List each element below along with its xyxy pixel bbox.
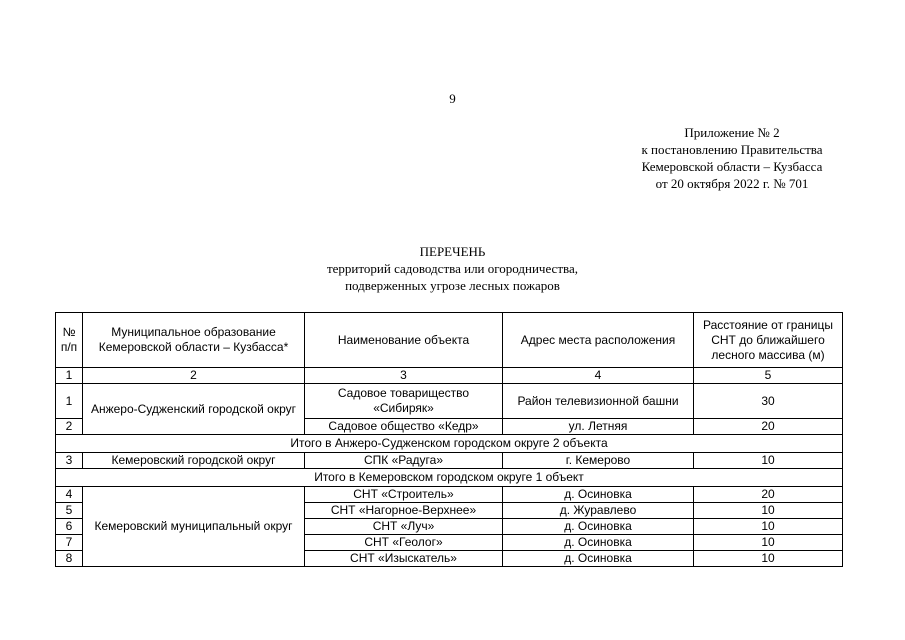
- distance-cell: 20: [694, 487, 843, 503]
- row-num: 2: [56, 419, 83, 435]
- address-cell: г. Кемерово: [503, 453, 694, 469]
- appendix-line: к постановлению Правительства: [641, 142, 823, 157]
- row-num: 4: [56, 487, 83, 503]
- row-num: 7: [56, 535, 83, 551]
- column-number: 5: [694, 368, 843, 384]
- document-title: [0, 243, 905, 294]
- column-number: 2: [83, 368, 305, 384]
- object-cell: Садовое товарищество «Сибиряк»: [305, 384, 503, 419]
- header-municipality: Муниципальное образование Кемеровской области – Кузбасса*: [83, 313, 305, 368]
- title-heading: ПЕРЕЧЕНЬ: [419, 244, 486, 259]
- object-cell: СНТ «Изыскатель»: [305, 551, 503, 567]
- distance-cell: 30: [694, 384, 843, 419]
- header-distance: Расстояние от границы СНТ до ближайшего лесного массива (м): [694, 313, 843, 368]
- row-num: 1: [56, 384, 83, 419]
- distance-cell: 10: [694, 551, 843, 567]
- address-cell: д. Осиновка: [503, 519, 694, 535]
- object-cell: Садовое общество «Кедр»: [305, 419, 503, 435]
- distance-cell: 10: [694, 519, 843, 535]
- object-cell: СНТ «Луч»: [305, 519, 503, 535]
- appendix-line: Кемеровской области – Кузбасса: [641, 159, 823, 174]
- header-object: Наименование объекта: [305, 313, 503, 368]
- address-cell: ул. Летняя: [503, 419, 694, 435]
- header-address: Адрес места расположения: [503, 313, 694, 368]
- table-header-row: [56, 313, 843, 368]
- column-number: 1: [56, 368, 83, 384]
- row-num: 5: [56, 503, 83, 519]
- total-row: [56, 469, 843, 487]
- column-number: 3: [305, 368, 503, 384]
- distance-cell: 10: [694, 535, 843, 551]
- distance-cell: 10: [694, 453, 843, 469]
- table-row: [56, 453, 843, 469]
- title-line: территорий садоводства или огородничества,: [326, 261, 578, 276]
- title-line: подверженных угрозе лесных пожаров: [345, 278, 560, 293]
- municipality-cell: Кемеровский муниципальный округ: [83, 487, 305, 567]
- header-num: № п/п: [56, 313, 83, 368]
- territory-table: [55, 312, 843, 567]
- column-number: 4: [503, 368, 694, 384]
- total-cell: Итого в Кемеровском городском округе 1 объект: [56, 469, 843, 487]
- page-number: 9: [449, 91, 456, 106]
- total-row: [56, 435, 843, 453]
- distance-cell: 10: [694, 503, 843, 519]
- distance-cell: 20: [694, 419, 843, 435]
- address-cell: Район телевизионной башни: [503, 384, 694, 419]
- municipality-cell: Анжеро-Судженский городской округ: [83, 384, 305, 435]
- row-num: 3: [56, 453, 83, 469]
- appendix-block: [612, 124, 852, 192]
- object-cell: СПК «Радуга»: [305, 453, 503, 469]
- table-row: [56, 384, 843, 419]
- municipality-cell: Кемеровский городской округ: [83, 453, 305, 469]
- object-cell: СНТ «Нагорное-Верхнее»: [305, 503, 503, 519]
- column-number-row: [56, 368, 843, 384]
- appendix-line: от 20 октября 2022 г. № 701: [655, 176, 809, 191]
- table-row: [56, 487, 843, 503]
- address-cell: д. Журавлево: [503, 503, 694, 519]
- address-cell: д. Осиновка: [503, 551, 694, 567]
- row-num: 6: [56, 519, 83, 535]
- object-cell: СНТ «Строитель»: [305, 487, 503, 503]
- appendix-line: Приложение № 2: [684, 125, 780, 140]
- row-num: 8: [56, 551, 83, 567]
- address-cell: д. Осиновка: [503, 535, 694, 551]
- total-cell: Итого в Анжеро-Судженском городском округе 2 объекта: [56, 435, 843, 453]
- address-cell: д. Осиновка: [503, 487, 694, 503]
- object-cell: СНТ «Геолог»: [305, 535, 503, 551]
